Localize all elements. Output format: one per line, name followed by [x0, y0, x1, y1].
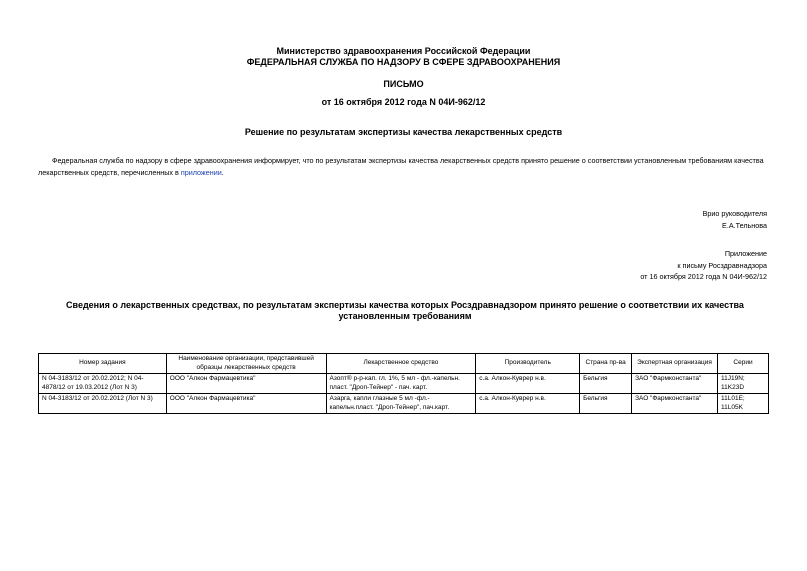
ministry-name: Министерство здравоохранения Российской Федерации: [276, 46, 531, 56]
cell-task-number: N 04-3183/12 от 20.02.2012; N 04-4878/12 от 19.03.2012 (Лот N 3): [39, 374, 167, 394]
header-task-number: Номер задания: [39, 354, 167, 374]
cell-medicine: Азарга, капли глазные 5 мл -фл.-капельн.пласт. "Дроп-Тейнер", пач.карт.: [326, 394, 476, 414]
cell-country: Бельгия: [580, 394, 632, 414]
document-type: ПИСЬМО: [383, 79, 424, 89]
paragraph-end: .: [221, 168, 224, 177]
cell-organization: ООО "Алкон Фармацевтика": [166, 394, 326, 414]
header-organization: Наименование организации, представившей образцы лекарственных средств: [166, 354, 326, 374]
appendix-label: Приложение: [724, 249, 767, 258]
document-date: от 16 октября 2012 года N 04И-962/12: [321, 97, 486, 107]
cell-series: 11L01E; 11L05K: [718, 394, 769, 414]
service-name: ФЕДЕРАЛЬНАЯ СЛУЖБА ПО НАДЗОРУ В СФЕРЕ ЗДРАВООХРАНЕНИЯ: [246, 57, 561, 67]
header-series: Серии: [718, 354, 769, 374]
signature-position: Врио руководителя: [702, 209, 767, 218]
header-country: Страна пр-ва: [580, 354, 632, 374]
cell-organization: ООО "Алкон Фармацевтика": [166, 374, 326, 394]
cell-task-number: N 04-3183/12 от 20.02.2012 (Лот N 3): [39, 394, 167, 414]
header-expert-org: Экспертная организация: [632, 354, 718, 374]
cell-expert-org: ЗАО "Фармконстанта": [632, 394, 718, 414]
appendix-date: от 16 октября 2012 года N 04И-962/12: [640, 272, 767, 281]
appendix-link[interactable]: приложении: [180, 168, 222, 177]
table-header-row: [39, 354, 769, 374]
table-title: Сведения о лекарственных средствах, по результатам экспертизы качества которых Росздравнадзором принято решение о соответствии их качества установленным требованиям: [66, 300, 744, 321]
cell-series: 11J19N; 11K23D: [718, 374, 769, 394]
cell-medicine: Азопт® р-р-кап. гл. 1%, 5 мл - фл.-капельн. пласт. "Дроп-Тейнер" - пач. карт.: [326, 374, 476, 394]
body-paragraph: [38, 155, 768, 179]
cell-manufacturer: с.а. Алкон-Куврер н.в.: [476, 374, 580, 394]
header-manufacturer: Производитель: [476, 354, 580, 374]
cell-expert-org: ЗАО "Фармконстанта": [632, 374, 718, 394]
signature-name: Е.А.Тельнова: [722, 221, 767, 230]
table-row: [39, 374, 769, 394]
table-row: [39, 394, 769, 414]
medicines-table: [38, 353, 769, 414]
cell-country: Бельгия: [580, 374, 632, 394]
header-medicine: Лекарственное средство: [326, 354, 476, 374]
cell-manufacturer: с.а. Алкон-Куврер н.в.: [476, 394, 580, 414]
document-subject: Решение по результатам экспертизы качества лекарственных средств: [244, 127, 563, 137]
paragraph-text: Федеральная служба по надзору в сфере здравоохранения информирует, что по результатам экспертизы качества лекарственных средств принято решение о соответствии установленным требованиям качества лекарственных средств, перечисленных в: [38, 156, 764, 177]
appendix-reference: к письму Росздравнадзора: [677, 261, 767, 270]
